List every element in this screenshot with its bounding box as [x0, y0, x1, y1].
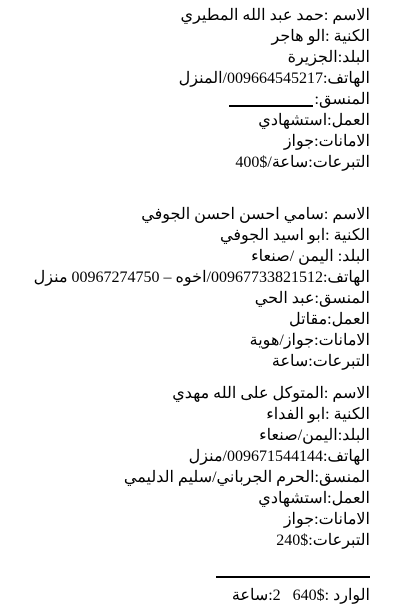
summary-divider — [216, 576, 370, 578]
record-kunya: الكنية :ابو اسيد الجوفي — [220, 227, 370, 244]
record-job: العمل:مقاتل — [289, 311, 370, 328]
record-phone: الهاتف:009671544144/منزل — [188, 448, 370, 465]
record-country: البلد:اليمن/صنعاء — [259, 427, 370, 444]
summary-line — [232, 586, 370, 606]
record-country: البلد: اليمن /صنعاء — [251, 248, 370, 265]
record-coordinator: المنسق:الحرم الجرباني/سليم الدليمي — [123, 469, 370, 486]
record-kunya: الكنية :ابو الفداء — [266, 406, 370, 423]
record-phone: الهاتف:009664545217/المنزل — [178, 70, 370, 87]
record-deposits: الامانات:جواز/هوية — [249, 332, 370, 349]
record-1 — [179, 6, 370, 174]
coordinator-blank-line — [229, 93, 313, 107]
record-coordinator: المنسق:عبد الحي — [254, 290, 370, 307]
record-deposits: الامانات:جواز — [283, 133, 370, 150]
record-job: العمل:استشهادي — [258, 490, 370, 507]
record-2 — [34, 205, 370, 373]
summary-count: 2:ساعة — [231, 587, 281, 604]
record-kunya: الكنية :الو هاجر — [271, 28, 370, 45]
record-country: البلد:الجزيرة — [287, 49, 370, 66]
record-name: الاسم :حمد عبد الله المطيري — [180, 7, 370, 24]
record-coordinator-label: المنسق: — [314, 91, 370, 108]
record-deposits: الامانات:جواز — [283, 511, 370, 528]
record-phone: الهاتف:00967733821512/اخوه – 00967274750 منزل — [33, 269, 370, 286]
record-3 — [124, 384, 370, 552]
record-coordinator — [179, 90, 370, 111]
summary-income: الوارد :$640 — [292, 587, 370, 604]
record-name: الاسم :المتوكل على الله مهدي — [172, 385, 370, 402]
record-donations: التبرعات:ساعة — [271, 353, 370, 370]
record-name: الاسم :سامي احسن احسن الجوفي — [141, 206, 370, 223]
record-donations: التبرعات:$240 — [276, 532, 370, 549]
record-donations: التبرعات:ساعة/$400 — [235, 154, 370, 171]
record-job: العمل:استشهادي — [258, 112, 370, 129]
